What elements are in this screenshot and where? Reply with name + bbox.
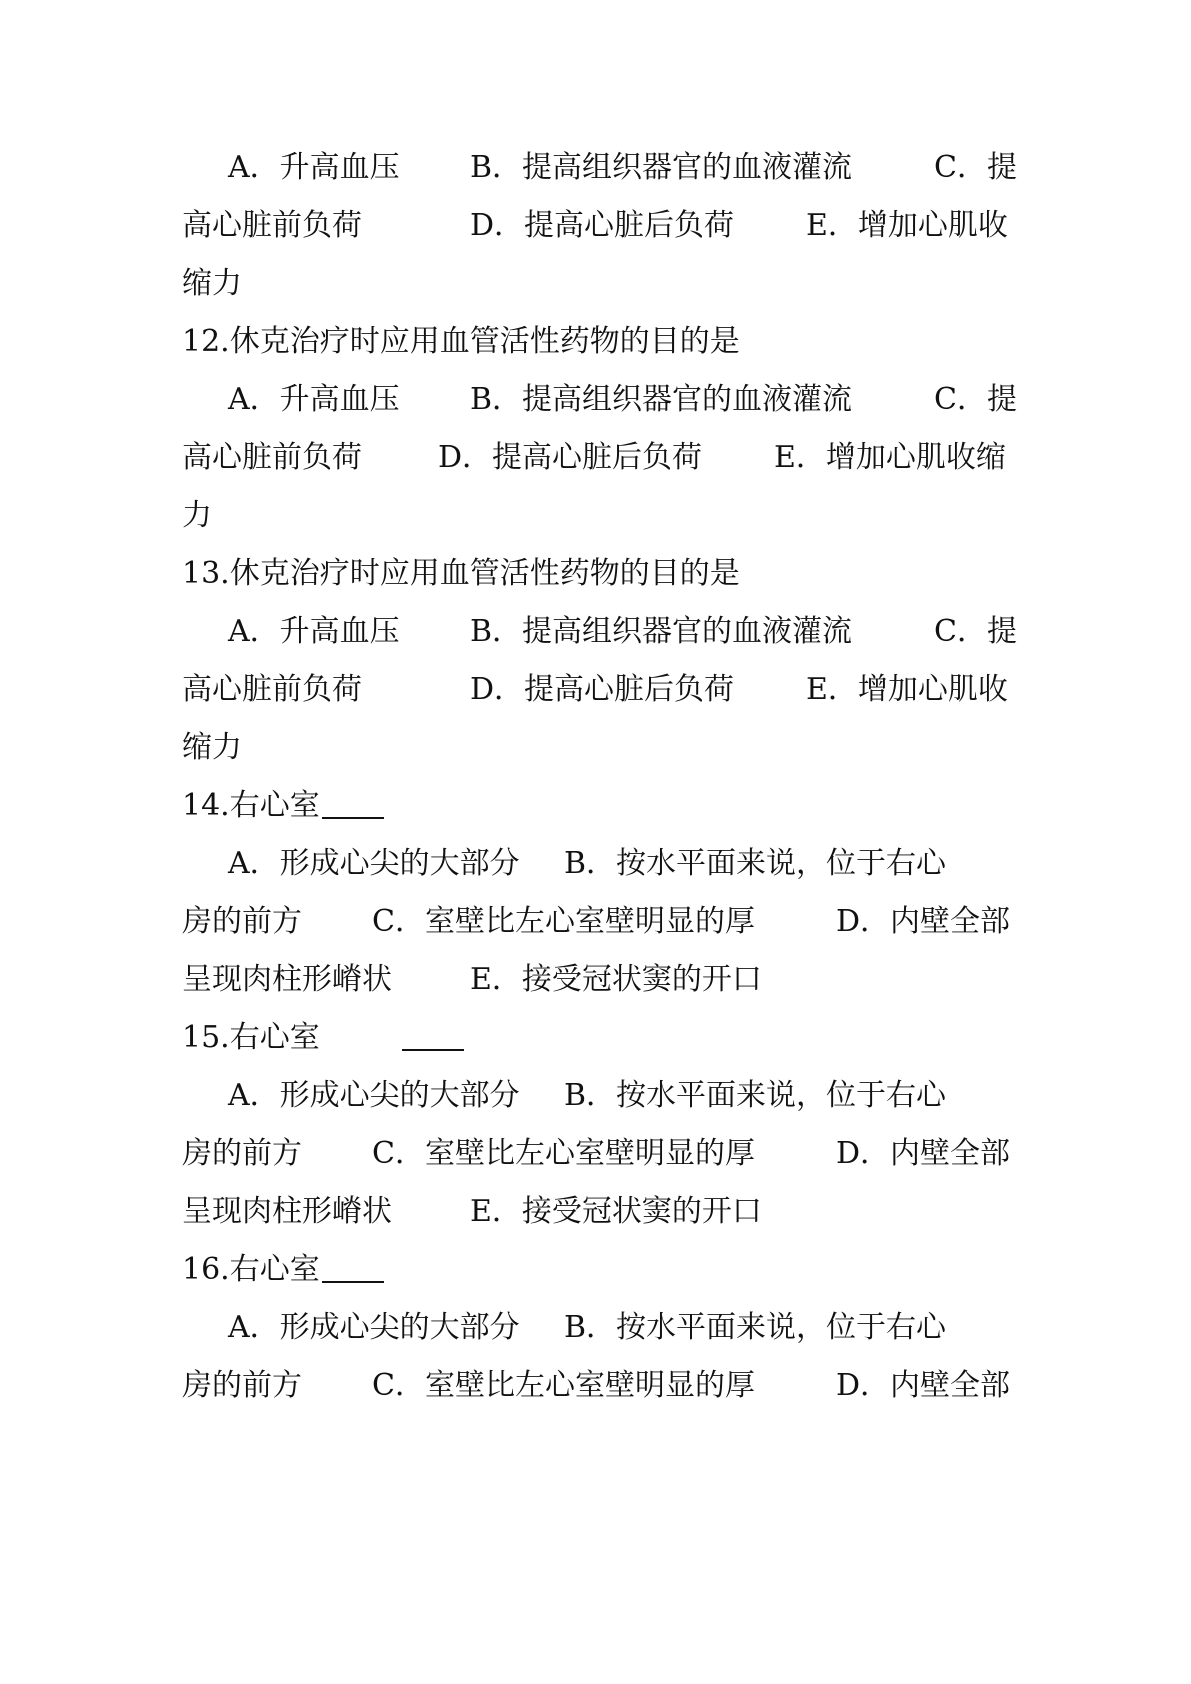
q13-option-d: D．提高心脏后负荷 bbox=[470, 672, 735, 707]
q15-option-b-cont: 房的前方 bbox=[182, 1136, 302, 1171]
answer-blank bbox=[322, 817, 384, 819]
q14-option-d: D．内壁全部 bbox=[836, 904, 1011, 939]
q12-option-b: B．提高组织器官的血液灌流 bbox=[470, 382, 853, 417]
q16-option-d: D．内壁全部 bbox=[836, 1368, 1011, 1403]
q15-option-c: C．室壁比左心室壁明显的厚 bbox=[372, 1136, 755, 1171]
q12-option-e-cont: 力 bbox=[182, 498, 212, 533]
q13-option-a: A．升高血压 bbox=[228, 614, 400, 649]
q14-option-b-cont: 房的前方 bbox=[182, 904, 302, 939]
q11-option-b: B．提高组织器官的血液灌流 bbox=[470, 150, 853, 185]
q12-option-c-cont: 高心脏前负荷 bbox=[182, 440, 362, 475]
q11-option-a: A．升高血压 bbox=[228, 150, 400, 185]
answer-blank bbox=[322, 1281, 384, 1283]
q13-option-c: C．提 bbox=[934, 614, 1017, 649]
q13-option-e: E．增加心肌收 bbox=[806, 672, 1008, 707]
q11-option-c: C．提 bbox=[934, 150, 1017, 185]
answer-blank bbox=[402, 1049, 464, 1051]
q16-option-b-cont: 房的前方 bbox=[182, 1368, 302, 1403]
q11-option-e-cont: 缩力 bbox=[182, 266, 242, 301]
q12-option-a: A．升高血压 bbox=[228, 382, 400, 417]
q12-option-c: C．提 bbox=[934, 382, 1017, 417]
q15-option-b: B．按水平面来说，位于右心 bbox=[564, 1078, 947, 1113]
q13-option-e-cont: 缩力 bbox=[182, 730, 242, 765]
q13-option-b: B．提高组织器官的血液灌流 bbox=[470, 614, 853, 649]
q14-option-a: A．形成心尖的大部分 bbox=[228, 846, 520, 881]
q11-option-c-cont: 高心脏前负荷 bbox=[182, 208, 362, 243]
q14-option-d-cont: 呈现肉柱形嵴状 bbox=[182, 962, 392, 997]
q14-option-b: B．按水平面来说，位于右心 bbox=[564, 846, 947, 881]
q16-option-c: C．室壁比左心室壁明显的厚 bbox=[372, 1368, 755, 1403]
q15-option-d-cont: 呈现肉柱形嵴状 bbox=[182, 1194, 392, 1229]
q13-option-c-cont: 高心脏前负荷 bbox=[182, 672, 362, 707]
q14-option-c: C．室壁比左心室壁明显的厚 bbox=[372, 904, 755, 939]
q16-option-b: B．按水平面来说，位于右心 bbox=[564, 1310, 947, 1345]
q16-option-a: A．形成心尖的大部分 bbox=[228, 1310, 520, 1345]
q11-option-d: D．提高心脏后负荷 bbox=[470, 208, 735, 243]
q15-option-e: E．接受冠状窦的开口 bbox=[470, 1194, 762, 1229]
q14-option-e: E．接受冠状窦的开口 bbox=[470, 962, 762, 997]
document-page: A．升高血压 B．提高组织器官的血液灌流 C．提 高心脏前负荷 D．提高心脏后负荷 E．增加心肌收 缩力 12.休克治疗时应用血管活性药物的目的是 A．升高血压 B．提高组织器官的血液灌流 C．提 高心脏前负荷 D．提高心脏后负荷 E．增加心肌收缩 力 13.休克治疗时应用血管活性药物的目的是 A．升高血压 B．提高组织器官的血液灌流 C．提 高心脏前负荷 D．提高心脏后负荷 E．增加心肌收 缩力 14.右心室 A．形成心尖的大部分 B．按水平面来说，位于右心 房的前方 C．室壁比左心室壁明显的厚 D．内壁全部 呈现肉柱形嵴状 E．接受冠状窦的开口 15.右心室 A．形成心尖的大部分 B．按水平面来说，位于右心 房的前方 C．室壁比左心室壁明显的厚 D．内壁全部 呈现肉柱形嵴状 E．接受冠状窦的开口 16.右心室 A．形成心尖的大部分 B．按水平面来说，位于右心 房的前方 C．室壁比左心室壁明显的厚 D．内壁全部 bbox=[0, 0, 1191, 1684]
q15-option-d: D．内壁全部 bbox=[836, 1136, 1011, 1171]
q12-option-e: E．增加心肌收缩 bbox=[774, 440, 1006, 475]
q12-option-d: D．提高心脏后负荷 bbox=[438, 440, 703, 475]
q11-option-e: E．增加心肌收 bbox=[806, 208, 1008, 243]
q15-option-a: A．形成心尖的大部分 bbox=[228, 1078, 520, 1113]
